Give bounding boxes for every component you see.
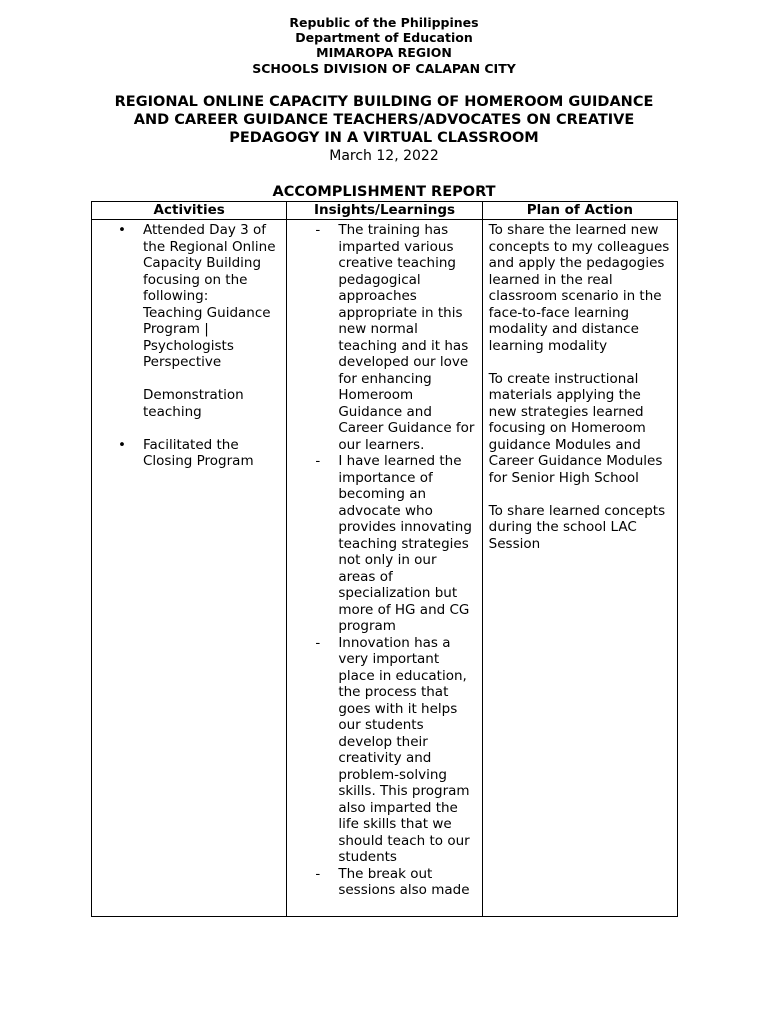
insight-text: The break out sessions also made <box>338 865 470 898</box>
header-department: Department of Education <box>295 30 473 45</box>
insight-text: The training has imparted various creative teaching pedagogical approaches appropriate in this new normal teaching and it has developed our love for enhancing Homeroom Guidance and Career Guidance for our learners. <box>338 222 475 453</box>
dash-icon: - <box>315 865 321 882</box>
activity-text: Facilitated the Closing Program <box>143 436 254 469</box>
dash-icon: - <box>315 222 321 238</box>
report-heading-line-2: AND CAREER GUIDANCE TEACHERS/ADVOCATES ON CREATIVE <box>133 112 635 128</box>
dash-icon: - <box>315 634 321 651</box>
list-item <box>98 222 280 305</box>
activity-subitem: Teaching Guidance Program | Psychologists Perspective <box>143 304 271 370</box>
list-item <box>293 453 475 635</box>
list-item <box>293 866 475 899</box>
activity-text: Attended Day 3 of the Regional Online Capacity Building focusing on the following: <box>143 222 276 304</box>
accomplishment-report-title: ACCOMPLISHMENT REPORT <box>272 184 496 200</box>
list-item <box>293 222 475 453</box>
table-header-row <box>92 202 678 220</box>
bullet-icon: • <box>118 436 126 453</box>
header-plan-of-action: Plan of Action <box>482 202 677 220</box>
header-division: SCHOOLS DIVISION OF CALAPAN CITY <box>252 61 516 76</box>
header-region: MIMAROPA REGION <box>316 45 452 60</box>
activities-list <box>98 437 280 470</box>
plan-item: To share the learned new concepts to my colleagues and apply the pedagogies learned in the real classroom scenario in the face-to-face learning modality and distance learning modality <box>488 222 670 354</box>
insight-text: I have learned the importance of becoming an advocate who provides innovating teaching strategies not only in our areas of specialization but more of HG and CG program <box>338 453 472 634</box>
activities-list <box>98 222 280 305</box>
report-date: March 12, 2022 <box>329 148 439 164</box>
list-item <box>293 635 475 866</box>
header-republic: Republic of the Philippines <box>289 15 479 30</box>
dash-icon: - <box>315 453 321 469</box>
insights-list <box>293 222 475 899</box>
header-activities: Activities <box>92 202 287 220</box>
insights-cell <box>287 220 482 917</box>
plan-item: To share learned concepts during the school LAC Session <box>488 502 666 552</box>
plan-item: To create instructional materials applying the new strategies learned focusing on Homeroom guidance Modules and Career Guidance Modules for Senior High School <box>488 370 663 486</box>
bullet-icon: • <box>118 222 126 238</box>
activities-cell <box>92 220 287 917</box>
header-insights: Insights/Learnings <box>287 202 482 220</box>
list-item <box>98 437 280 470</box>
report-heading-line-1: REGIONAL ONLINE CAPACITY BUILDING OF HOMEROOM GUIDANCE <box>114 94 654 110</box>
report-heading-line-3: PEDAGOGY IN A VIRTUAL CLASSROOM <box>229 130 539 146</box>
accomplishment-table <box>91 201 678 917</box>
insight-text: Innovation has a very important place in education, the process that goes with it helps our students develop their creativity and problem-solving skills. This program also imparted the life skills that we should teach to our students <box>338 634 470 865</box>
activity-subitem: Demonstration teaching <box>143 387 244 420</box>
plan-of-action-cell <box>482 220 677 917</box>
table-row <box>92 220 678 917</box>
